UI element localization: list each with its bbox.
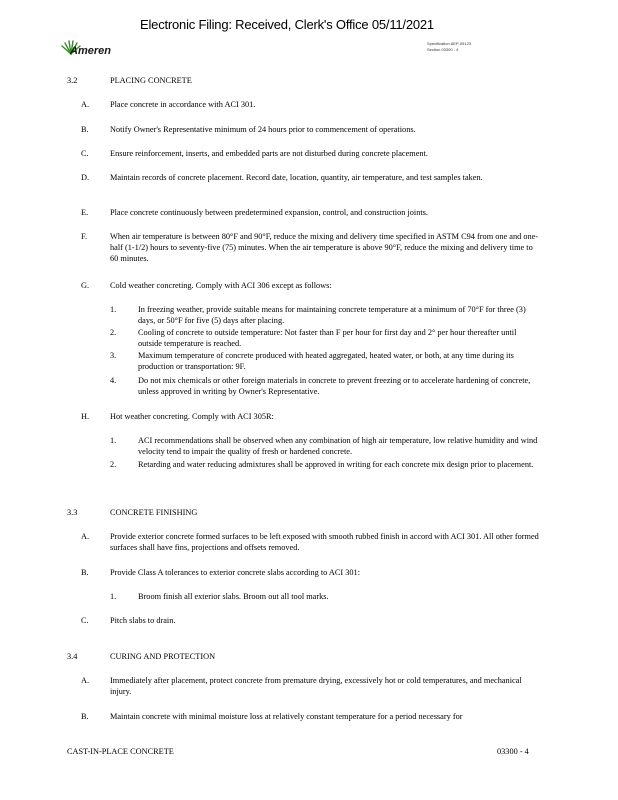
item-text: Pitch slabs to drain. [110,616,176,625]
item-text: Immediately after placement, protect concrete from premature drying, excessively hot or cold temperatures, and mechanical injury. [110,676,522,696]
item-text: Notify Owner's Representative minimum of 24 hours prior to commencement of operations. [110,125,416,134]
section-number: 3.2 [67,76,78,85]
section-number: 3.3 [67,508,78,517]
item-letter: E. [81,208,89,217]
logo-wordmark: Ameren [70,45,111,57]
sub-item-number: 4. [110,376,117,385]
item-text: Maintain concrete with minimal moisture loss at relatively constant temperature for a period necessary for [110,712,463,721]
item-text: Provide Class A tolerances to exterior concrete slabs according to ACI 301: [110,568,360,577]
item-letter: A. [81,676,90,685]
item-text: Place concrete in accordance with ACI 301. [110,100,256,109]
sub-item-text: In freezing weather, provide suitable means for maintaining concrete temperature at a minimum of 70°F for three (3) days, or 50°F for five (5) days after placing. [138,305,526,325]
spec-line-1: Specification AEP-05123 [427,41,472,46]
sub-item-number: 1. [110,436,117,445]
sub-item-number: 2. [110,328,117,337]
item-letter: G. [81,281,90,290]
item-letter: H. [81,412,90,421]
item-text: Place concrete continuously between predetermined expansion, control, and construction joints. [110,208,428,217]
footer-title: CAST-IN-PLACE CONCRETE [67,747,174,756]
item-letter: B. [81,712,89,721]
item-text: When air temperature is between 80°F and 90°F, reduce the mixing and delivery time specified in ASTM C94 from one and one-half (1-1/2) hours to seventy-five (75) minutes. When the air temperature is above 90°F, reduce the mixing and delivery time to 60 minutes. [110,232,539,263]
item-text: Provide exterior concrete formed surfaces to be left exposed with smooth rubbed finish in accord with ACI 301. All other formed surfaces shall have fins, projections and offsets removed. [110,532,539,552]
footer-page-number: 03300 - 4 [497,747,529,756]
item-letter: F. [81,232,88,241]
section-number: 3.4 [67,652,78,661]
sub-item-number: 1. [110,592,117,601]
item-text: Cold weather concreting. Comply with ACI 306 except as follows: [110,281,332,290]
item-text: Ensure reinforcement, inserts, and embedded parts are not disturbed during concrete placement. [110,149,428,158]
item-letter: C. [81,149,89,158]
item-letter: A. [81,100,90,109]
sub-item-number: 2. [110,460,117,469]
section-title: CONCRETE FINISHING [110,508,198,517]
sub-item-text: Do not mix chemicals or other foreign materials in concrete to prevent freezing or to accelerate hardening of concrete, unless approved in writing by Owner's Representative. [138,376,531,396]
item-letter: B. [81,125,89,134]
sub-item-number: 1. [110,305,117,314]
item-letter: A. [81,532,90,541]
sub-item-text: Retarding and water reducing admixtures shall be approved in writing for each concrete mix design prior to placement. [138,460,534,469]
item-text: Maintain records of concrete placement. Record date, location, quantity, air temperature, and test samples taken. [110,173,483,182]
item-text: Hot weather concreting. Comply with ACI 305R: [110,412,274,421]
sub-item-number: 3. [110,351,117,360]
sub-item-text: ACI recommendations shall be observed when any combination of high air temperature, low relative humidity and wind velocity tend to impair the quality of fresh or hardened concrete. [138,436,538,456]
item-letter: C. [81,616,89,625]
sub-item-text: Maximum temperature of concrete produced with heated aggregated, heated water, or both, at any time during its production or transportation: 9F. [138,351,514,371]
section-title: PLACING CONCRETE [110,76,192,85]
filing-stamp: Electronic Filing: Received, Clerk's Office 05/11/2021 [140,17,434,32]
section-title: CURING AND PROTECTION [110,652,216,661]
item-letter: D. [81,173,90,182]
sub-item-text: Broom finish all exterior slabs. Broom out all tool marks. [138,592,329,601]
item-letter: B. [81,568,89,577]
spec-line-2: Section 03300 - 4 [427,47,459,52]
sub-item-text: Cooling of concrete to outside temperature: Not faster than F per hour for first day and 2° per hour thereafter until outside temperature is reached. [138,328,517,348]
